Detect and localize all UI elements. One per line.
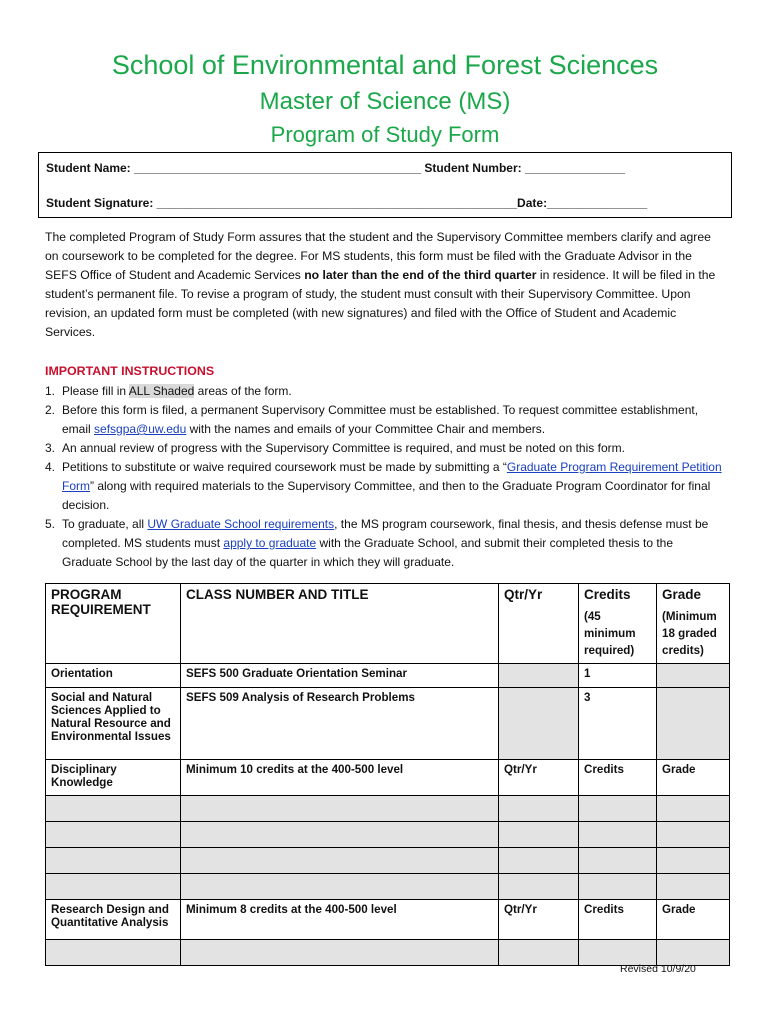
instruction-text: Before this form is filed, a permanent Supervisory Committee must be established. To request committee establishment, email [62,403,699,436]
requirement-social-natural-sciences: Social and Natural Sciences Applied to Natural Resource and Environmental Issues [46,688,181,760]
table-row [46,900,730,940]
qtr-input-cell[interactable] [499,688,579,760]
course-cell: SEFS 500 Graduate Orientation Seminar [181,664,499,688]
qtr-input-cell[interactable] [499,664,579,688]
header-class: CLASS NUMBER AND TITLE [181,584,499,664]
intro-text-1: The completed Program of Study Form assures that the student and the Supervisory Committee members clarify and agree on coursework to be completed for the degree. For MS students, this form must be filed with the Graduate Advisor in the SEFS Office of Student and Academic Services [45,230,711,282]
requirement-research-design: Research Design and Quantitative Analysis [46,900,181,940]
entry-cell[interactable] [657,822,730,848]
table-row [46,874,730,900]
credits-cell: 1 [579,664,657,688]
header-grade [657,584,730,664]
qtr-label-cell: Qtr/Yr [499,760,579,796]
instructions-heading: IMPORTANT INSTRUCTIONS [45,364,215,378]
table-row [46,940,730,966]
entry-cell[interactable] [499,874,579,900]
instruction-item [45,458,725,515]
qtr-label-cell: Qtr/Yr [499,900,579,940]
entry-cell[interactable] [46,940,181,966]
grade-label-cell: Grade [657,900,730,940]
school-title: School of Environmental and Forest Sciences [111,50,659,80]
table-row [46,796,730,822]
instruction-item [45,439,725,458]
credits-label-cell: Credits [579,760,657,796]
entry-cell[interactable] [499,796,579,822]
instructions-list [45,382,725,572]
entry-cell[interactable] [46,796,181,822]
entry-cell[interactable] [499,822,579,848]
entry-cell[interactable] [499,940,579,966]
intro-paragraph [45,228,725,342]
entry-cell[interactable] [657,874,730,900]
intro-deadline: no later than the end of the third quarter [304,268,537,282]
grade-input-cell[interactable] [657,688,730,760]
instruction-text: Petitions to substitute or waive required coursework must be made by submitting a “ [62,460,507,474]
entry-cell[interactable] [181,940,499,966]
entry-cell[interactable] [181,874,499,900]
form-title: Program of Study Form [270,122,500,147]
entry-cell[interactable] [181,796,499,822]
table-row [46,688,730,760]
course-cell: Minimum 8 credits at the 400-500 level [181,900,499,940]
entry-cell[interactable] [46,874,181,900]
table-header-row [46,584,730,664]
grade-note: (Minimum 18 graded credits) [662,610,717,657]
grade-input-cell[interactable] [657,664,730,688]
entry-cell[interactable] [181,822,499,848]
entry-cell[interactable] [579,940,657,966]
credits-cell: 3 [579,688,657,760]
entry-cell[interactable] [657,796,730,822]
entry-cell[interactable] [579,848,657,874]
entry-cell[interactable] [579,822,657,848]
requirement-disciplinary-knowledge: Disciplinary Knowledge [46,760,181,796]
entry-cell[interactable] [657,940,730,966]
entry-cell[interactable] [46,822,181,848]
instruction-item [45,515,725,572]
header-grade-label: Grade [662,587,702,602]
instruction-text: An annual review of progress with the Supervisory Committee is required, and must be noted on this form. [62,441,625,455]
instruction-text: ” along with required materials to the Supervisory Committee, and then to the Graduate Program Coordinator for final decision. [62,479,711,512]
header-credits [579,584,657,664]
credits-note: (45 minimum required) [584,610,636,657]
shaded-example: ALL Shaded [128,384,195,398]
header-credits-label: Credits [584,587,631,602]
entry-cell[interactable] [499,848,579,874]
degree-title: Master of Science (MS) [259,88,511,115]
instruction-text: , the MS program coursework, final thesis, and thesis defense must be completed. MS students must [62,517,709,550]
intro-text-2: in residence. It will be filed in the student’s permanent file. To revise a program of study, the student must consult with their Supervisory Committee. Upon revision, an updated form must be completed (with new signatures) and filed with the Office of Student and Academic Services. [45,268,716,339]
requirement-orientation: Orientation [46,664,181,688]
entry-cell[interactable] [579,874,657,900]
grade-label-cell: Grade [657,760,730,796]
apply-to-graduate-link[interactable]: apply to graduate [223,536,317,550]
instruction-number: 1. [45,384,56,398]
email-link[interactable]: sefsgpa@uw.edu [94,422,187,436]
instruction-text: with the names and emails of your Committee Chair and members. [186,422,546,436]
instruction-text: areas of the form. [194,384,292,398]
revision-date: Revised 10/9/20 [620,963,696,975]
instruction-item [45,401,725,439]
entry-cell[interactable] [181,848,499,874]
table-row [46,760,730,796]
header-program-requirement: PROGRAM REQUIREMENT [46,584,181,664]
credits-label-cell: Credits [579,900,657,940]
petition-form-link[interactable]: Graduate Program Requirement Petition Form [62,460,722,493]
table-row [46,848,730,874]
instruction-number: 3. [45,441,56,455]
entry-cell[interactable] [579,796,657,822]
course-cell: Minimum 10 credits at the 400-500 level [181,760,499,796]
course-cell: SEFS 509 Analysis of Research Problems [181,688,499,760]
table-row [46,822,730,848]
grad-school-requirements-link[interactable]: UW Graduate School requirements [147,517,335,531]
instruction-number: 5. [45,517,56,531]
entry-cell[interactable] [657,848,730,874]
instruction-number: 2. [45,403,56,417]
instruction-item [45,382,725,401]
program-requirements-table [45,583,730,966]
student-signature-date-line[interactable]: Student Signature: ______________________________________________________Date:_______________ [46,196,648,210]
instruction-number: 4. [45,460,56,474]
instruction-text: To graduate, all [62,517,148,531]
student-name-number-line[interactable]: Student Name: ___________________________________________ Student Number: _______________ [46,161,626,175]
instruction-text: with the Graduate School, and submit their completed thesis to the Graduate School by the last day of the quarter in which they will graduate. [62,536,674,569]
instruction-text: Please fill in [62,384,129,398]
student-info-box [38,152,732,218]
table-row [46,664,730,688]
entry-cell[interactable] [46,848,181,874]
header-qtr: Qtr/Yr [499,584,579,664]
